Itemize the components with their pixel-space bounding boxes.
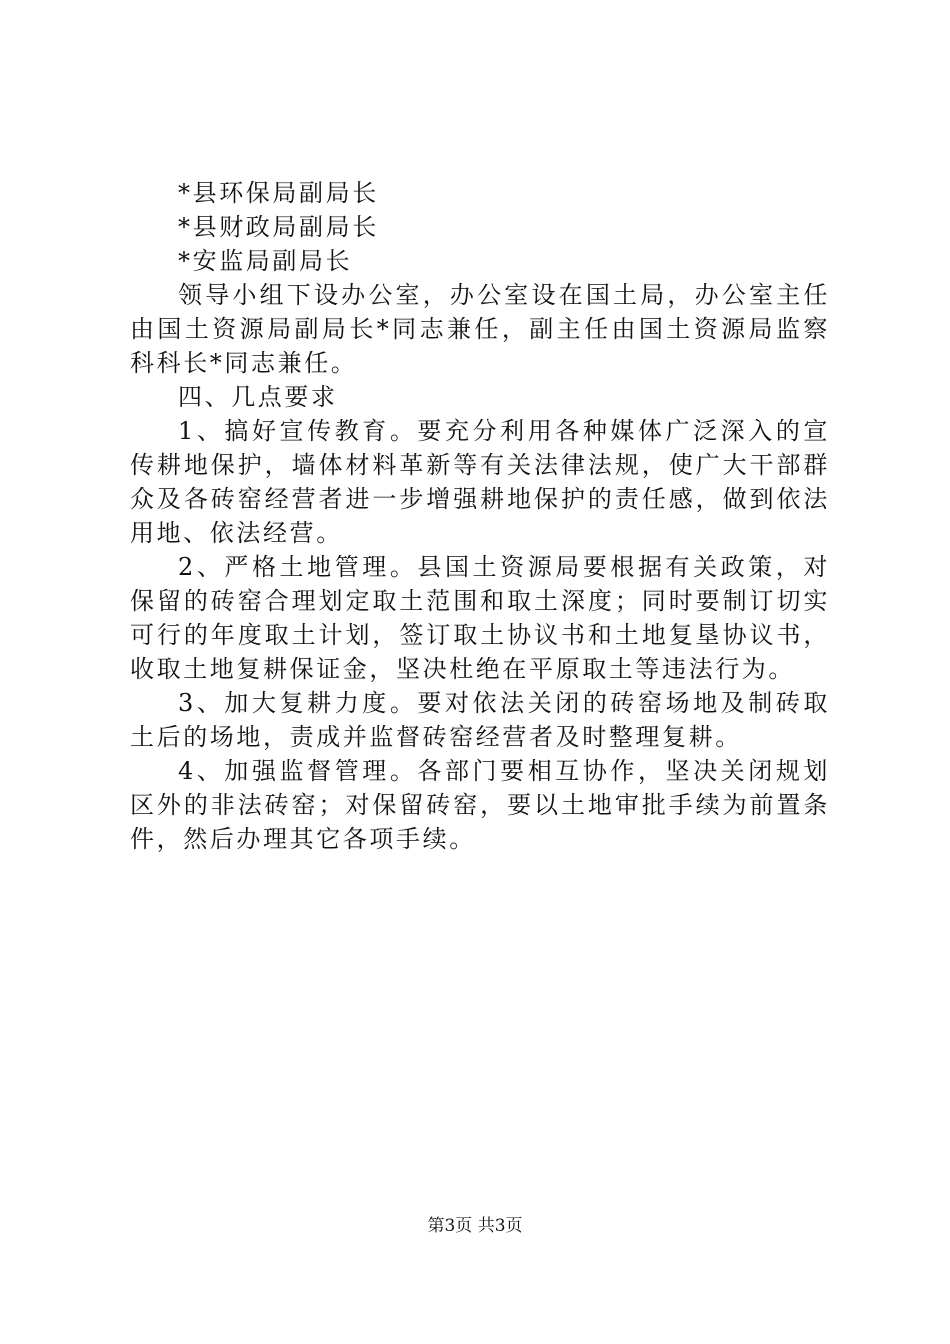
paragraph: 2、严格土地管理。县国土资源局要根据有关政策，对保留的砖窑合理划定取土范围和取土深度；同时要制订切实可行的年度取土计划，签订取土协议书和土地复垦协议书，收取土地复耕保证金，坚决杜绝在平原取土等违法行为。 (130, 553, 830, 683)
paragraph: 领导小组下设办公室，办公室设在国土局，办公室主任由国土资源局副局长*同志兼任，副主任由国土资源局监察科科长*同志兼任。 (130, 281, 830, 377)
list-line: *县财政局副局长 (178, 213, 379, 241)
paragraph: 4、加强监督管理。各部门要相互协作，坚决关闭规划区外的非法砖窑；对保留砖窑，要以土地审批手续为前置条件，然后办理其它各项手续。 (130, 757, 830, 853)
page-footer: 第3页 共3页 (427, 1216, 523, 1236)
document-body (130, 176, 830, 856)
paragraph: 1、搞好宣传教育。要充分利用各种媒体广泛深入的宣传耕地保护，墙体材料革新等有关法律法规，使广大干部群众及各砖窑经营者进一步增强耕地保护的责任感，做到依法用地、依法经营。 (130, 417, 830, 547)
paragraph: 3、加大复耕力度。要对依法关闭的砖窑场地及制砖取土后的场地，责成并监督砖窑经营者及时整理复耕。 (130, 689, 830, 751)
list-line: *县环保局副局长 (178, 179, 379, 207)
list-line: *安监局副局长 (178, 247, 353, 275)
section-heading: 四、几点要求 (178, 383, 338, 411)
